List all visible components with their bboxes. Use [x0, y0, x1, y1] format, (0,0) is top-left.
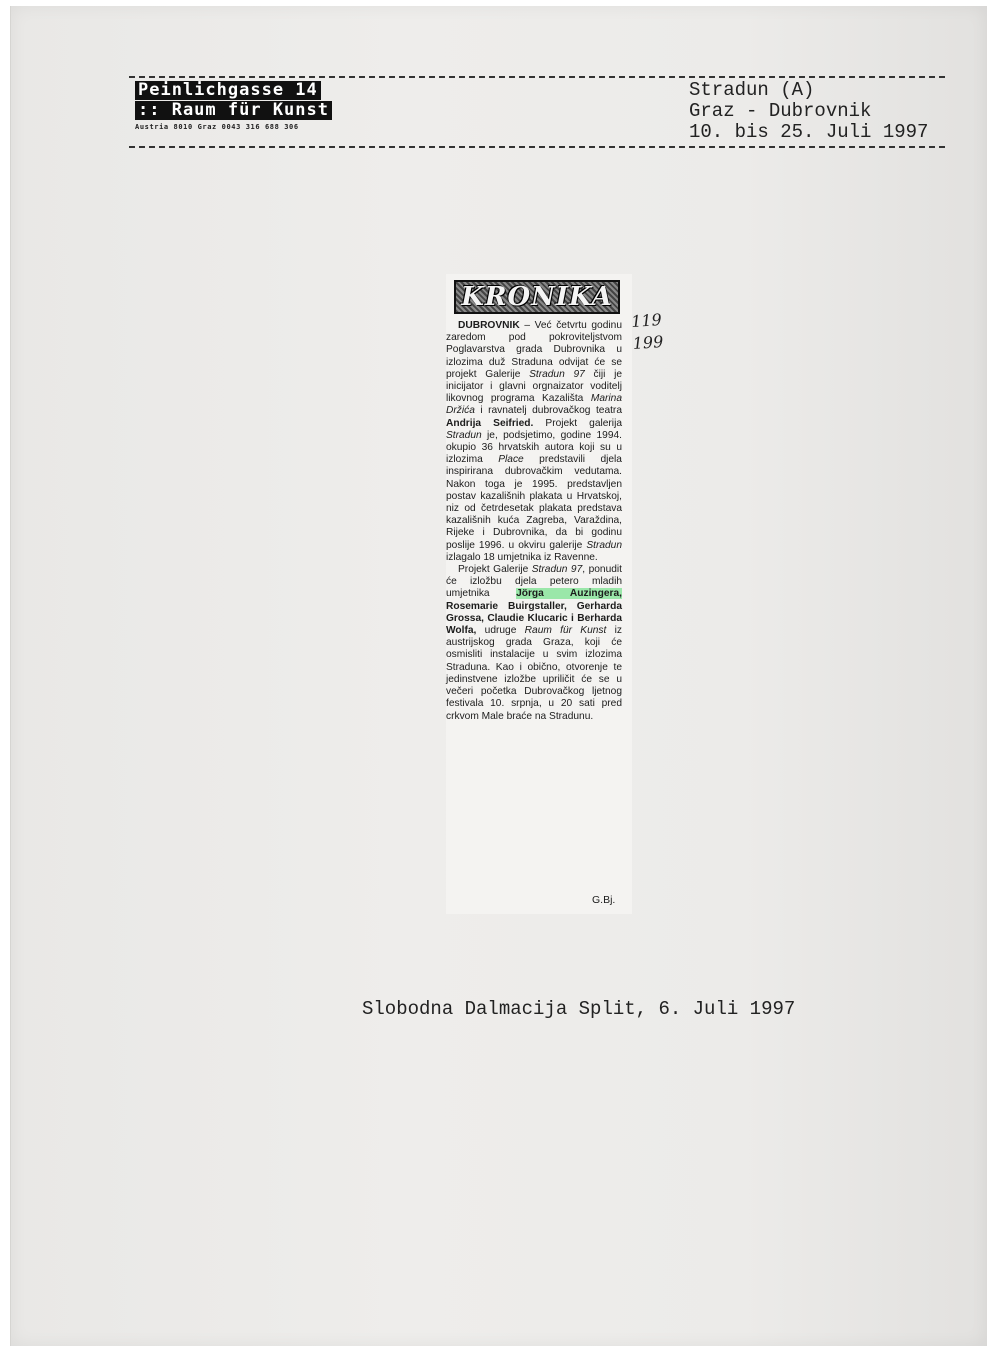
source-citation: Slobodna Dalmacija Split, 6. Juli 1997 — [362, 998, 796, 1020]
logo-address: Austria 8010 Graz 0043 316 688 306 — [135, 123, 299, 131]
newspaper-clipping — [446, 274, 632, 914]
artist-list: Rosemarie Buirgstaller, Gerharda Grossa, Claudie Klucaric i Berharda Wolfa, — [446, 600, 622, 637]
logo-line-street: Peinlichgasse 14 — [135, 81, 321, 100]
rubric-title: KRONIKA — [461, 282, 613, 312]
dateline: DUBROVNIK — [458, 320, 520, 331]
article-paragraph-1: DUBROVNIK – Već četvrtu godinu zaredom pod pokroviteljstvom Poglavarstva grada Dubrovnika u izlozima duž Straduna odvijat će se projekt Galerije Stradun 97 čiji je inicijator i glavni orgnaizator voditelj likovnog programa Kazališta Marina Držića i ravnatelj dubrovačkog teatra Andrija Seifried. Projekt galerija Stradun je, podsjetimo, godine 1994. okupio 36 hrvatskih autora koji su u izlozima Place predstavili djela inspirirana dubrovačkim vedutama. Nakon toga je 1995. predstavljen postav kazališnih plakata u Hrvatskoj, niz od četrdesetak plakata predstava kazališnih kuća Zagreba, Varaždina, Rijeke i Dubrovnika, da bi godinu poslije 1996. u okviru galerije Stradun izlagalo 18 umjetnika iz Ravenne. — [446, 320, 623, 563]
handwritten-note-1: 119 — [630, 309, 663, 332]
author-signature: G.Bj. — [592, 894, 616, 906]
handwritten-note-2: 199 — [632, 331, 664, 354]
header-rule-top — [129, 76, 945, 78]
handwritten-page-numbers — [631, 309, 665, 355]
event-title: Stradun (A) — [689, 79, 815, 101]
highlighted-artist-name: Jörga Auzingera, — [516, 588, 622, 600]
event-route: Graz - Dubrovnik — [689, 100, 872, 122]
organization-logo — [135, 80, 380, 131]
logo-line-name: :: Raum für Kunst — [135, 101, 332, 120]
event-info — [689, 80, 928, 143]
rubric-banner — [454, 280, 620, 314]
header-rule-bottom — [129, 146, 945, 148]
article-paragraph-2: Projekt Galerije Stradun 97, ponudit će izložbu djela petero mladih umjetnika Jörga Auzingera, Rosemarie Buirgstaller, Gerharda Grossa, Claudie Klucaric i Berharda Wolfa, udruge Raum für Kunst iz austrijskog grada Graza, koji će osmisliti instalacije u svim izlozima Straduna. Kao i obično, otvorenje te jedinstvene izložbe upriličit će se u večeri početka Dubrovačkog ljetnog festivala 10. srpnja, u 20 sati pred crkvom Male braće na Stradunu. — [446, 564, 622, 722]
event-dates: 10. bis 25. Juli 1997 — [689, 121, 929, 143]
article-body — [446, 320, 622, 723]
